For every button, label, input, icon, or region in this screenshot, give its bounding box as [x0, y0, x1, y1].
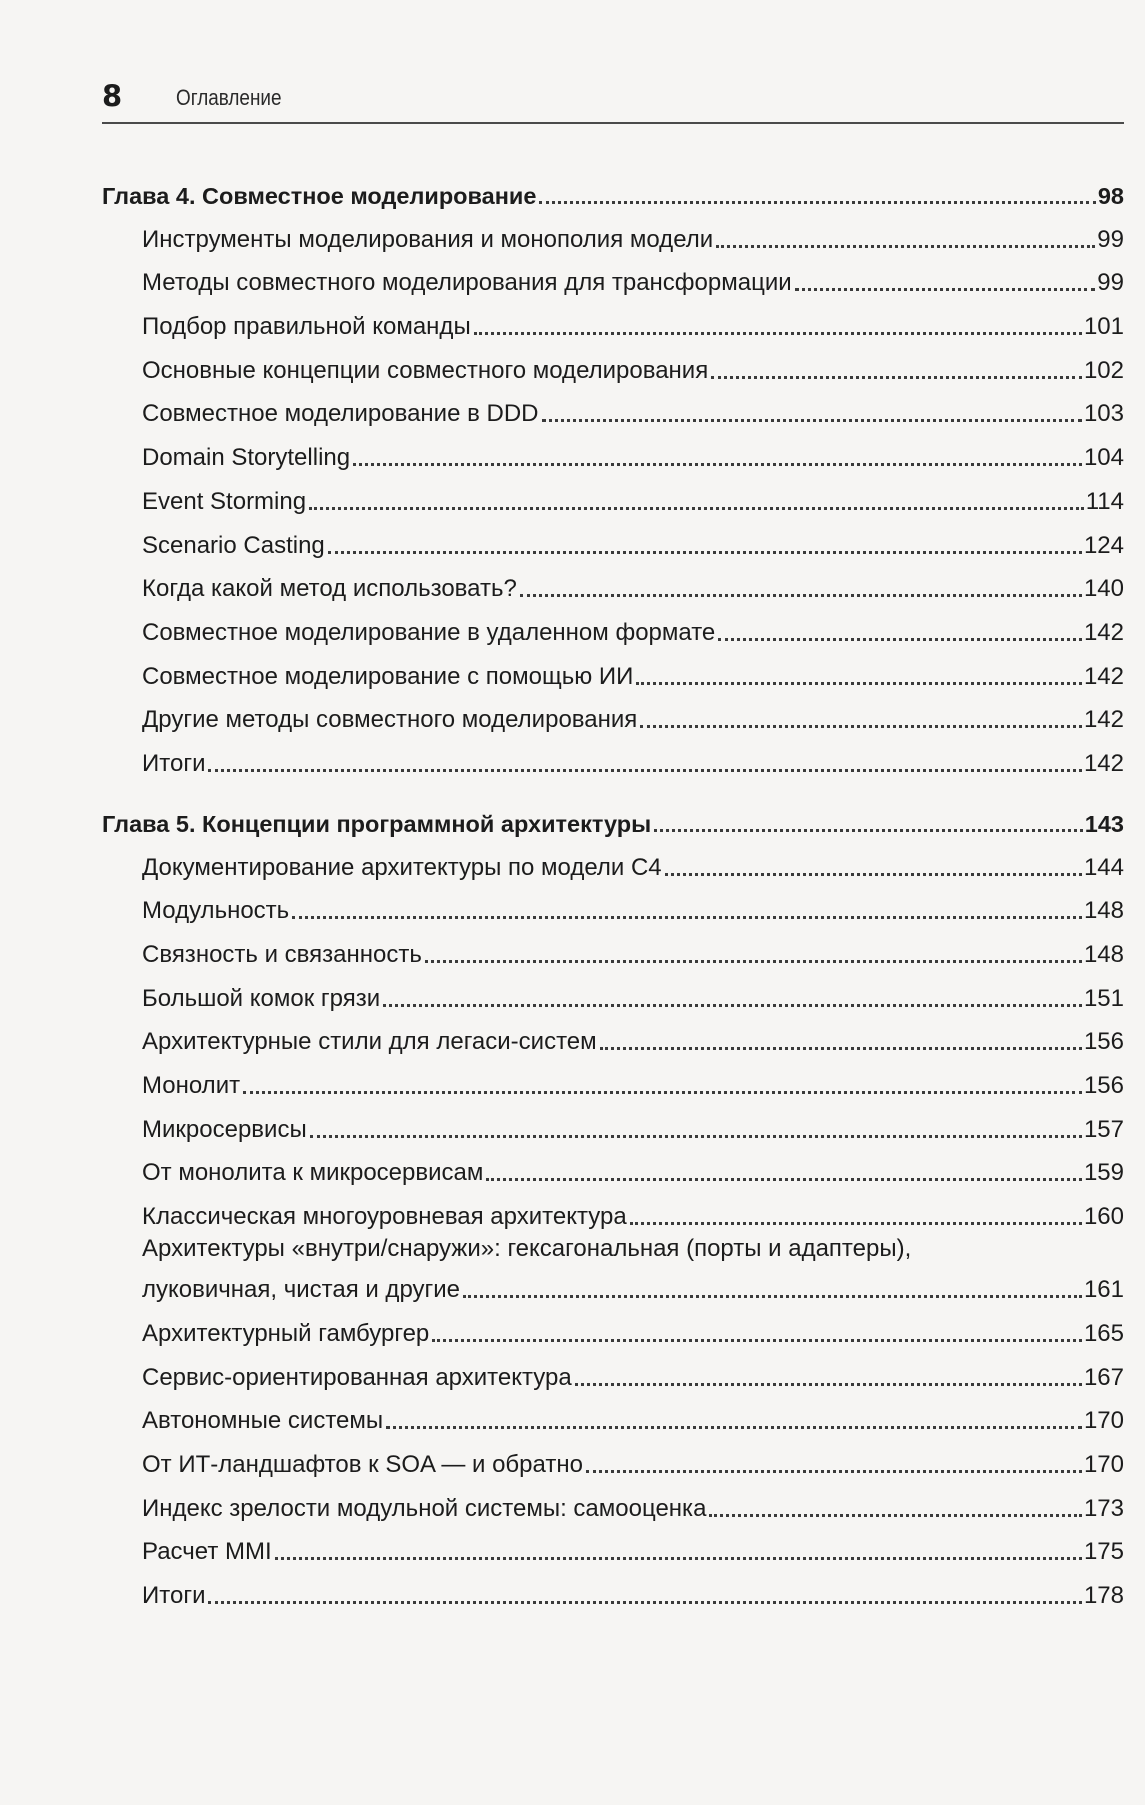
dot-leader — [310, 1135, 1082, 1138]
toc-entry[interactable] — [102, 970, 1124, 1014]
dot-leader — [208, 769, 1081, 772]
toc-entry[interactable] — [102, 386, 1124, 430]
dot-leader — [353, 463, 1082, 466]
dot-leader — [309, 507, 1084, 510]
entry-page: 142 — [1083, 749, 1124, 777]
dot-leader — [486, 1178, 1082, 1181]
toc-entry[interactable] — [102, 839, 1124, 883]
entry-page: 156 — [1083, 1028, 1124, 1056]
dot-leader — [243, 1091, 1082, 1094]
entry-title: Совместное моделирование в удаленном формате — [142, 618, 716, 646]
entry-title: луковичная, чистая и другие — [142, 1276, 461, 1304]
toc-entry[interactable] — [102, 1524, 1124, 1568]
toc-entry[interactable] — [102, 429, 1124, 473]
dot-leader — [575, 1383, 1082, 1386]
entry-page: 159 — [1083, 1159, 1124, 1187]
dot-leader — [636, 682, 1082, 685]
toc-entry[interactable] — [102, 1057, 1124, 1101]
dot-leader — [716, 245, 1095, 248]
dot-leader — [711, 376, 1082, 379]
toc-entry-multiline[interactable] — [102, 1232, 1124, 1305]
entry-title: Domain Storytelling — [142, 444, 351, 472]
entry-page: 156 — [1083, 1072, 1124, 1100]
entry-title: Методы совместного моделирования для трансформации — [142, 269, 792, 297]
entry-page: 124 — [1083, 531, 1124, 559]
toc-entry[interactable] — [102, 604, 1124, 648]
entry-page: 157 — [1083, 1115, 1124, 1143]
entry-title: Связность и связанность — [142, 941, 422, 968]
toc-entry[interactable] — [102, 692, 1124, 736]
entry-title: Классическая многоуровневая архитектура — [142, 1203, 627, 1231]
toc-entry[interactable] — [102, 735, 1124, 779]
entry-title: От монолита к микросервисам — [142, 1159, 484, 1187]
dot-leader — [709, 1514, 1082, 1517]
dot-leader — [474, 332, 1082, 335]
toc-entry[interactable] — [102, 211, 1124, 255]
entry-title: Модульность — [142, 897, 290, 925]
entry-title: Основные концепции совместного моделирования — [142, 356, 709, 384]
entry-title: Сервис-ориентированная архитектура — [142, 1363, 572, 1391]
dot-leader — [520, 594, 1082, 597]
entry-page: 167 — [1083, 1363, 1124, 1391]
entry-title: Другие методы совместного моделирования — [142, 706, 638, 734]
entry-page: 173 — [1083, 1494, 1124, 1522]
toc-entry[interactable] — [102, 1188, 1124, 1232]
toc-entry[interactable] — [102, 926, 1124, 970]
running-header — [102, 78, 1124, 124]
dot-leader — [425, 960, 1082, 963]
toc-entry[interactable] — [102, 648, 1124, 692]
entry-page: 161 — [1083, 1276, 1124, 1304]
chapter-title: Глава 4. Совместное моделирование — [102, 183, 537, 209]
entry-page: 144 — [1083, 853, 1124, 881]
toc-entry[interactable] — [102, 473, 1124, 517]
entry-line2 — [142, 1265, 1124, 1305]
entry-page: 99 — [1097, 225, 1124, 253]
page-number: 8 — [102, 79, 123, 113]
dot-leader — [328, 551, 1082, 554]
entry-page: 142 — [1083, 706, 1124, 734]
dot-leader — [432, 1339, 1082, 1342]
dot-leader — [600, 1047, 1082, 1050]
toc-entry[interactable] — [102, 517, 1124, 561]
entry-page: 104 — [1083, 444, 1124, 472]
dot-leader — [795, 288, 1096, 291]
entry-title: От ИТ-ландшафтов к SOA — и обратно — [142, 1450, 583, 1478]
toc-entry[interactable] — [102, 1567, 1124, 1611]
entry-title: Документирование архитектуры по модели C4 — [142, 853, 662, 881]
entry-title: Совместное моделирование с помощью ИИ — [142, 662, 634, 690]
entry-page: 148 — [1083, 941, 1124, 968]
toc-entry[interactable] — [102, 1393, 1124, 1437]
dot-leader — [630, 1222, 1082, 1225]
toc-chapter-5[interactable] — [102, 793, 1124, 839]
entry-title: Итоги — [142, 749, 206, 777]
dot-leader — [292, 916, 1082, 919]
entry-page: 170 — [1083, 1407, 1124, 1435]
dot-leader — [386, 1426, 1082, 1429]
entry-title: Монолит — [142, 1072, 241, 1100]
entry-title: Автономные системы — [142, 1407, 384, 1435]
chapter-title: Глава 5. Концепции программной архитектуры — [102, 810, 652, 837]
chapter-page: 143 — [1084, 810, 1124, 837]
entry-page: 175 — [1083, 1538, 1124, 1566]
dot-leader — [463, 1295, 1082, 1298]
entry-page: 170 — [1083, 1450, 1124, 1478]
dot-leader — [665, 873, 1082, 876]
dot-leader — [383, 1004, 1082, 1007]
entry-title: Архитектурный гамбургер — [142, 1319, 430, 1347]
entry-page: 102 — [1083, 356, 1124, 384]
entry-page: 160 — [1083, 1203, 1124, 1231]
dot-leader — [654, 829, 1083, 832]
toc-entry[interactable] — [102, 255, 1124, 299]
toc-entry[interactable] — [102, 1349, 1124, 1393]
dot-leader — [275, 1557, 1082, 1560]
entry-title: Совместное моделирование в DDD — [142, 400, 539, 428]
toc-entry[interactable] — [102, 298, 1124, 342]
dot-leader — [586, 1470, 1082, 1473]
toc-entry[interactable] — [102, 1101, 1124, 1145]
entry-page: 151 — [1083, 984, 1124, 1012]
entry-title: Event Storming — [142, 487, 307, 515]
entry-title: Подбор правильной команды — [142, 313, 471, 341]
entry-page: 142 — [1083, 618, 1124, 646]
entry-page: 101 — [1083, 313, 1124, 341]
entry-page: 103 — [1083, 400, 1124, 428]
entry-title: Когда какой метод использовать? — [142, 575, 517, 603]
entry-title: Архитектурные стили для легаси-систем — [142, 1028, 597, 1056]
table-of-contents — [102, 165, 1124, 1611]
toc-entry[interactable] — [102, 883, 1124, 927]
toc-entry[interactable] — [102, 561, 1124, 605]
entry-title: Большой комок грязи — [142, 984, 381, 1012]
entry-title: Scenario Casting — [142, 531, 325, 559]
entry-title: Индекс зрелости модульной системы: самооценка — [142, 1494, 707, 1522]
entry-title-line1: Архитектуры «внутри/снаружи»: гексагональная (порты и адаптеры), — [142, 1235, 912, 1263]
toc-entry[interactable] — [102, 1480, 1124, 1524]
entry-page: 178 — [1083, 1581, 1124, 1609]
toc-entry[interactable] — [102, 1014, 1124, 1058]
dot-leader — [640, 725, 1082, 728]
entry-page: 148 — [1083, 897, 1124, 925]
entry-page: 140 — [1083, 575, 1124, 603]
entry-page: 99 — [1097, 269, 1124, 297]
entry-title: Микросервисы — [142, 1115, 307, 1143]
entry-title: Расчет MMI — [142, 1538, 272, 1566]
entry-page: 142 — [1083, 662, 1124, 690]
dot-leader — [208, 1601, 1081, 1604]
dot-leader — [718, 638, 1082, 641]
entry-title: Итоги — [142, 1581, 206, 1609]
toc-entry[interactable] — [102, 342, 1124, 386]
dot-leader — [542, 419, 1082, 422]
dot-leader — [539, 201, 1095, 204]
chapter-page: 98 — [1097, 183, 1124, 209]
toc-entry[interactable] — [102, 1145, 1124, 1189]
entry-page: 165 — [1083, 1319, 1124, 1347]
running-title: Оглавление — [176, 85, 282, 110]
toc-chapter-4[interactable] — [102, 165, 1124, 211]
toc-entry[interactable] — [102, 1436, 1124, 1480]
entry-title: Инструменты моделирования и монополия модели — [142, 225, 714, 253]
entry-page: 114 — [1085, 487, 1124, 515]
toc-entry[interactable] — [102, 1305, 1124, 1349]
